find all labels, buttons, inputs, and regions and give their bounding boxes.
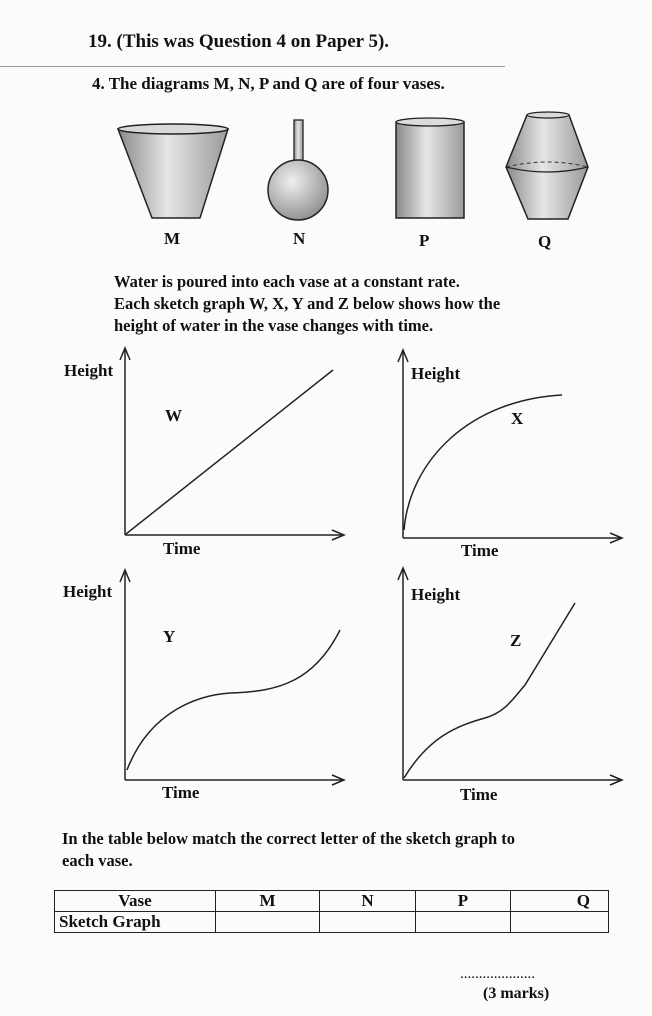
graph-z-curve (404, 603, 575, 778)
graph-y-curve (127, 630, 340, 770)
vase-label-n: N (293, 229, 306, 248)
table-row-label: Sketch Graph (55, 912, 216, 933)
graph-z-y-label: Height (411, 585, 461, 604)
vase-p-drawing (396, 118, 464, 218)
graph-w-curve (126, 370, 333, 534)
sketch-graphs (0, 340, 652, 810)
table-col-p: P (416, 891, 511, 912)
description-paragraph (114, 271, 614, 337)
instruction-line: In the table below match the correct letter of the sketch graph to (62, 829, 516, 848)
graph-y-letter: Y (163, 627, 176, 646)
answer-cell-n[interactable] (320, 912, 416, 933)
table-header-label: Vase (55, 891, 216, 912)
vase-m-drawing (118, 124, 228, 218)
answer-dotted-line: .................... (460, 966, 535, 982)
matching-table (54, 890, 609, 933)
graph-w-letter: W (165, 406, 182, 425)
answer-cell-m[interactable] (216, 912, 320, 933)
header-rule (0, 66, 505, 67)
paragraph-line: Water is poured into each vase at a constant rate. (114, 272, 460, 291)
table-col-m: M (216, 891, 320, 912)
table-col-q: Q (511, 891, 609, 912)
vase-illustrations (0, 110, 652, 230)
graph-w-y-label: Height (64, 361, 114, 380)
vase-label-q: Q (538, 232, 552, 251)
vase-label-m: M (164, 229, 181, 248)
vase-n-drawing (268, 120, 328, 220)
answer-cell-q[interactable] (511, 912, 609, 933)
table-col-n: N (320, 891, 416, 912)
marks-label: (3 marks) (483, 985, 550, 1002)
graph-x-y-label: Height (411, 364, 461, 383)
graph-x-letter: X (511, 409, 524, 428)
vase-label-p: P (419, 231, 430, 250)
paragraph-line: height of water in the vase changes with time. (114, 316, 434, 335)
graph-z-letter: Z (510, 631, 522, 650)
graph-y-y-label: Height (63, 582, 113, 601)
graph-x-x-label: Time (461, 541, 499, 560)
table-instruction (62, 828, 622, 872)
graph-z-x-label: Time (460, 785, 498, 804)
graph-y-x-label: Time (162, 783, 200, 802)
graph-w-x-label: Time (163, 539, 201, 558)
question-text: 4. The diagrams M, N, P and Q are of four vases. (92, 74, 445, 93)
paragraph-line: Each sketch graph W, X, Y and Z below shows how the (114, 294, 501, 313)
vase-q-drawing (506, 112, 588, 219)
table-header-row (55, 891, 609, 912)
instruction-line: each vase. (62, 851, 133, 870)
question-title: 19. (This was Question 4 on Paper 5). (88, 31, 390, 52)
answer-cell-p[interactable] (416, 912, 511, 933)
graph-x-curve (404, 395, 562, 530)
table-answer-row (55, 912, 609, 933)
graph-y-axes (120, 570, 344, 785)
